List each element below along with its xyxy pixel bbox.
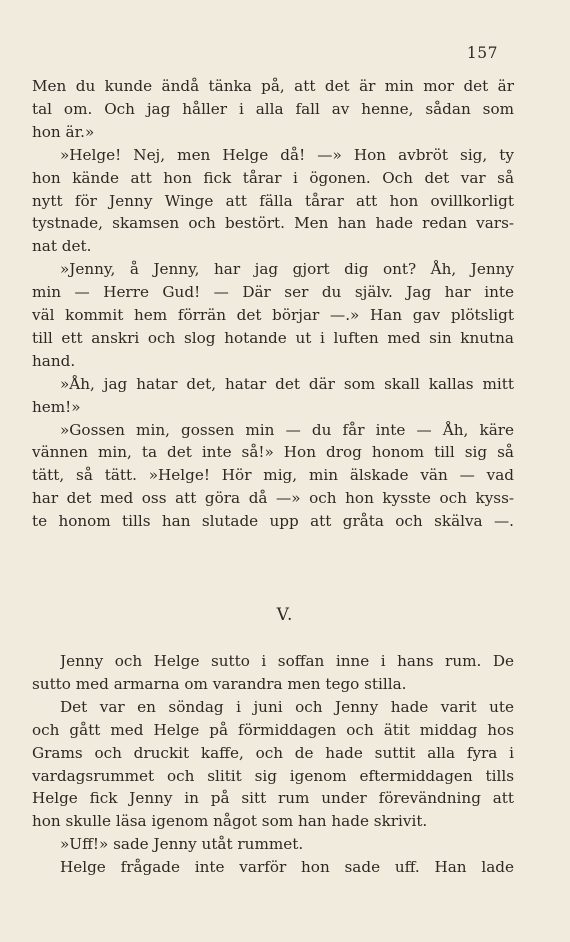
text-line: tystnade, skamsen och bestört. Men han hade redan vars- [32, 214, 514, 233]
text-line: väl kommit hem förrän det börjar —.» Han gav plötsligt [32, 306, 514, 324]
text-line: Men du kunde ändå tänka på, att det är min mor det är [32, 77, 514, 95]
text-line: hem!» [32, 397, 81, 416]
text-line: »Åh, jag hatar det, hatar det där som skall kallas mitt [60, 374, 514, 393]
text-line: nytt för Jenny Winge att fälla tårar att hon ovillkorligt [32, 191, 514, 210]
text-line: till ett anskri och slog hotande ut i luften med sin knutna [32, 328, 514, 347]
page-number: 157 [466, 44, 498, 62]
text-line: Grams och druckit kaffe, och de hade suttit alla fyra i [32, 743, 514, 762]
text-line: »Helge! Nej, men Helge då! —» Hon avbröt sig, ty [60, 145, 514, 164]
text-line: tal om. Och jag håller i alla fall av henne, sådan som [32, 99, 514, 118]
text-line: sutto med armarna om varandra men tego stilla. [32, 674, 407, 693]
text-line: hon är.» [32, 122, 95, 141]
text-line: »Jenny, å Jenny, har jag gjort dig ont? Åh, Jenny [60, 260, 514, 279]
text-line: te honom tills han slutade upp att gråta och skälva —. [32, 512, 514, 531]
text-line: hon skulle läsa igenom något som han hade skrivit. [32, 812, 428, 831]
chapter-heading: V. [276, 605, 294, 625]
text-line: vännen min, ta det inte så!» Hon drog honom till sig så [32, 443, 514, 462]
text-line: Helge frågade inte varför hon sade uff. Han lade [60, 858, 514, 877]
text-line: och gått med Helge på förmiddagen och ätit middag hos [32, 720, 514, 739]
text-line: nat det. [32, 237, 92, 256]
text-line: Jenny och Helge sutto i soffan inne i hans rum. De [60, 652, 514, 670]
text-line: hand. [32, 351, 76, 370]
text-line: Helge fick Jenny in på sitt rum under förevändning att [32, 789, 514, 808]
text-line: Det var en söndag i juni och Jenny hade varit ute [60, 697, 514, 716]
text-line: tätt, så tätt. »Helge! Hör mig, min älskade vän — vad [32, 466, 514, 485]
text-line: »Uff!» sade Jenny utåt rummet. [60, 835, 304, 854]
text-line: min — Herre Gud! — Där ser du själv. Jag har inte [32, 283, 514, 302]
text-line: »Gossen min, gossen min — du får inte — Åh, käre [60, 420, 514, 439]
text-line: vardagsrummet och slitit sig igenom eftermiddagen tills [32, 766, 514, 785]
text-line: hon kände att hon fick tårar i ögonen. Och det var så [32, 168, 514, 187]
text-line: har det med oss att göra då —» och hon kysste och kyss- [32, 489, 514, 508]
